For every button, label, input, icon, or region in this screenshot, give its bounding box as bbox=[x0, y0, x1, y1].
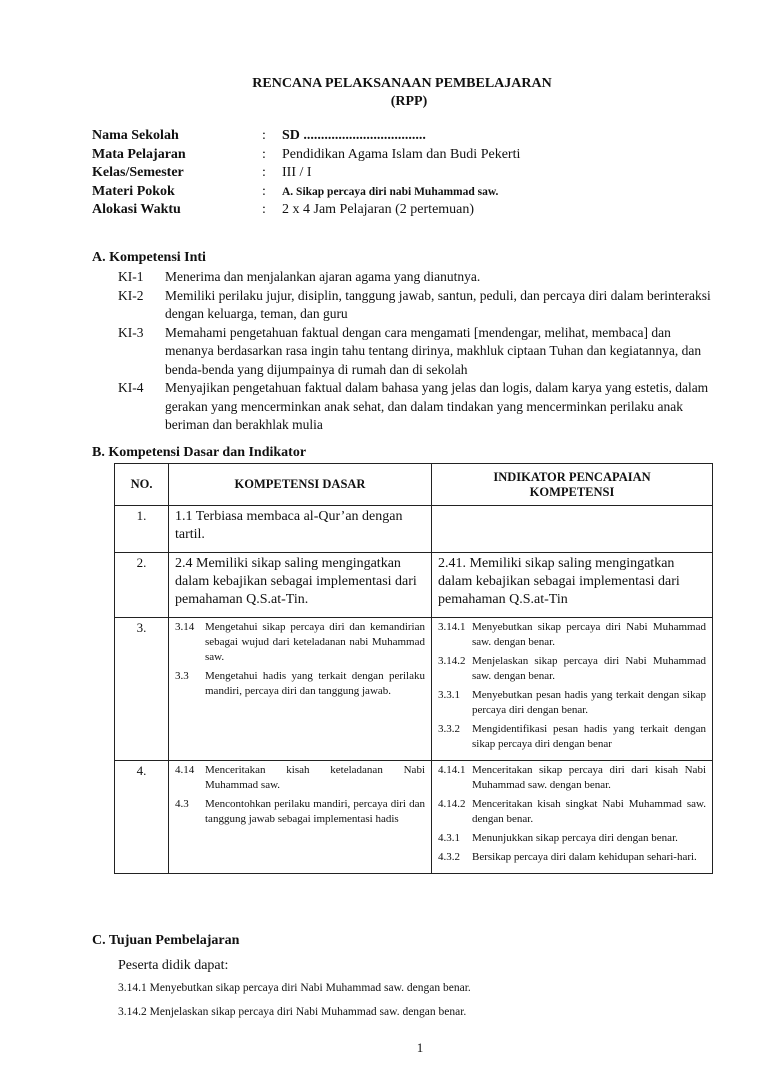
item-code: 3.3.1 bbox=[438, 689, 460, 701]
item-code: 3.3 bbox=[175, 670, 189, 682]
indikator-cell bbox=[432, 761, 713, 874]
ki-code: KI-2 bbox=[118, 287, 144, 303]
tujuan-item: 3.14.2 Menjelaskan sikap percaya diri Nabi Muhammad saw. dengan benar. bbox=[118, 1006, 467, 1018]
item-text: 1.1 Terbiasa membaca al-Qur’an dengan tartil. bbox=[175, 509, 403, 542]
ki-item bbox=[118, 268, 718, 287]
item-text: Mengidentifikasi pesan hadis yang terkait dengan sikap percaya diri dengan benar bbox=[472, 723, 706, 750]
list-item bbox=[438, 654, 706, 684]
meta-label: Mata Pelajaran bbox=[92, 146, 186, 162]
item-text: Bersikap percaya diri dalam kehidupan sehari-hari. bbox=[472, 851, 697, 863]
kompetensi-dasar-cell bbox=[169, 553, 432, 618]
item-text: Menyebutkan sikap percaya diri Nabi Muhammad saw. dengan benar. bbox=[472, 621, 706, 648]
cell-content bbox=[169, 761, 431, 835]
indikator-cell bbox=[432, 506, 713, 553]
meta-row bbox=[92, 164, 712, 183]
identity-block bbox=[92, 127, 712, 220]
list-item bbox=[438, 850, 706, 865]
kompetensi-dasar-cell bbox=[169, 761, 432, 874]
item-code: 3.14.1 bbox=[438, 621, 466, 633]
list-item bbox=[438, 620, 706, 650]
meta-row bbox=[92, 183, 712, 202]
ki-item bbox=[118, 324, 718, 380]
item-code: 4.14.1 bbox=[438, 764, 466, 776]
meta-label: Alokasi Waktu bbox=[92, 202, 181, 217]
title-line-2: (RPP) bbox=[390, 94, 428, 109]
meta-colon: : bbox=[262, 146, 266, 162]
list-item bbox=[175, 620, 425, 665]
meta-row bbox=[92, 127, 712, 146]
section-b-heading: B. Kompetensi Dasar dan Indikator bbox=[92, 445, 307, 460]
item-code: 4.14.2 bbox=[438, 798, 466, 810]
meta-colon: : bbox=[262, 183, 266, 199]
title-line-1: RENCANA PELAKSANAAN PEMBELAJARAN bbox=[252, 76, 552, 91]
ki-text: Menerima dan menjalankan ajaran agama yang dianutnya. bbox=[165, 269, 481, 284]
meta-value: 2 x 4 Jam Pelajaran (2 pertemuan) bbox=[282, 202, 475, 217]
meta-value: A. Sikap percaya diri nabi Muhammad saw. bbox=[282, 185, 499, 198]
meta-value: SD ................................... bbox=[282, 128, 426, 143]
meta-colon: : bbox=[262, 128, 266, 143]
kompetensi-inti-list bbox=[118, 268, 718, 435]
meta-row bbox=[92, 146, 712, 165]
kompetensi-dasar-cell bbox=[169, 618, 432, 761]
tujuan-block bbox=[118, 955, 471, 1024]
list-item bbox=[175, 797, 425, 827]
document-title bbox=[0, 75, 768, 111]
table-row bbox=[115, 553, 713, 618]
item-text: Menunjukkan sikap percaya diri dengan benar. bbox=[472, 832, 678, 844]
indikator-cell bbox=[432, 553, 713, 618]
item-code: 4.3 bbox=[175, 798, 189, 810]
list-item bbox=[438, 555, 706, 609]
row-number: 1. bbox=[115, 506, 169, 553]
item-text: Mencontohkan perilaku mandiri, percaya diri dan tanggung jawab sebagai implementasi hadis bbox=[205, 798, 425, 825]
meta-label: Nama Sekolah bbox=[92, 128, 179, 143]
list-item bbox=[438, 763, 706, 793]
row-number: 2. bbox=[115, 553, 169, 618]
item-text: Menceritakan kisah singkat Nabi Muhammad saw. dengan benar. bbox=[472, 798, 706, 825]
item-text: Menceritakan sikap percaya diri dari kisah Nabi Muhammad saw. dengan benar. bbox=[472, 764, 706, 791]
list-item bbox=[175, 763, 425, 793]
item-text: Menjelaskan sikap percaya diri Nabi Muhammad saw. dengan benar. bbox=[472, 655, 706, 682]
list-item bbox=[438, 797, 706, 827]
list-item bbox=[438, 722, 706, 752]
meta-colon: : bbox=[262, 202, 266, 217]
table-row bbox=[115, 618, 713, 761]
ki-item bbox=[118, 379, 718, 435]
list-item bbox=[175, 669, 425, 699]
list-item bbox=[175, 508, 425, 544]
section-a-heading: A. Kompetensi Inti bbox=[92, 250, 206, 265]
item-code: 3.14 bbox=[175, 621, 195, 633]
ki-text: Memiliki perilaku jujur, disiplin, tanggung jawab, santun, peduli, dan percaya diri dalam berinteraksi dengan keluarga, teman, dan guru bbox=[165, 287, 711, 321]
item-code: 3.3.2 bbox=[438, 723, 460, 735]
ki-code: KI-1 bbox=[118, 269, 144, 284]
header-kompetensi-dasar: KOMPETENSI DASAR bbox=[169, 464, 432, 506]
item-code: 4.3.1 bbox=[438, 832, 460, 844]
meta-label: Kelas/Semester bbox=[92, 165, 184, 180]
item-text: 2.41. Memiliki sikap saling mengingatkan dalam kebajikan sebagai implementasi dari pemahaman Q.S.at-Tin bbox=[438, 556, 680, 607]
ki-code: KI-4 bbox=[118, 380, 144, 395]
kompetensi-dasar-cell bbox=[169, 506, 432, 553]
meta-value: III / I bbox=[282, 165, 312, 180]
list-item bbox=[175, 555, 425, 609]
header-indikator: INDIKATOR PENCAPAIAN KOMPETENSI bbox=[432, 464, 713, 506]
meta-colon: : bbox=[262, 165, 266, 180]
tujuan-intro: Peserta didik dapat: bbox=[118, 958, 229, 973]
cell-content bbox=[432, 553, 712, 617]
page-number: 1 bbox=[416, 1040, 424, 1055]
cell-content bbox=[432, 506, 712, 512]
cell-content bbox=[432, 761, 712, 873]
item-code: 4.14 bbox=[175, 764, 195, 776]
item-code: 3.14.2 bbox=[438, 655, 466, 667]
kompetensi-table bbox=[114, 463, 713, 874]
item-text: Mengetahui sikap percaya diri dan kemandirian sebagai wujud dari keteladanan nabi Muhammad saw. bbox=[205, 621, 425, 663]
section-c-heading: C. Tujuan Pembelajaran bbox=[92, 933, 240, 948]
item-text: Mengetahui hadis yang terkait dengan perilaku mandiri, percaya diri dan tanggung jawab. bbox=[205, 670, 425, 697]
item-text: Menyebutkan pesan hadis yang terkait dengan sikap percaya diri dengan benar. bbox=[472, 689, 706, 716]
ki-item bbox=[118, 287, 718, 324]
cell-content bbox=[169, 618, 431, 707]
item-code: 4.3.2 bbox=[438, 851, 460, 863]
ki-text: Memahami pengetahuan faktual dengan cara mengamati [mendengar, melihat, membaca] dan menanya berdasarkan rasa ingin tahu tentang dirinya, makhluk ciptaan Tuhan dan kegiatannya, dan benda-benda yang dijumpainya di rumah dan di sekolah bbox=[165, 324, 702, 377]
list-item bbox=[438, 831, 706, 846]
cell-content bbox=[432, 618, 712, 760]
ki-text: Menyajikan pengetahuan faktual dalam bahasa yang jelas dan logis, dalam karya yang estetis, dalam gerakan yang mencerminkan anak sehat, dan dalam tindakan yang mencerminkan perilaku anak beriman dan berakhlak mulia bbox=[165, 380, 709, 432]
ki-code: KI-3 bbox=[118, 324, 144, 340]
list-item bbox=[438, 688, 706, 718]
table-row bbox=[115, 761, 713, 874]
cell-content bbox=[169, 506, 431, 552]
row-number: 4. bbox=[115, 761, 169, 874]
meta-row bbox=[92, 201, 712, 220]
indikator-cell bbox=[432, 618, 713, 761]
meta-label: Materi Pokok bbox=[92, 183, 175, 199]
meta-value: Pendidikan Agama Islam dan Budi Pekerti bbox=[282, 146, 521, 162]
item-text: 2.4 Memiliki sikap saling mengingatkan dalam kebajikan sebagai implementasi dari pemahaman Q.S.at-Tin. bbox=[175, 556, 417, 607]
item-text: Menceritakan kisah keteladanan Nabi Muhammad saw. bbox=[205, 764, 425, 791]
header-no: NO. bbox=[115, 464, 169, 506]
tujuan-item: 3.14.1 Menyebutkan sikap percaya diri Nabi Muhammad saw. dengan benar. bbox=[118, 982, 471, 994]
cell-content bbox=[169, 553, 431, 617]
row-number: 3. bbox=[115, 618, 169, 761]
table-row bbox=[115, 506, 713, 553]
